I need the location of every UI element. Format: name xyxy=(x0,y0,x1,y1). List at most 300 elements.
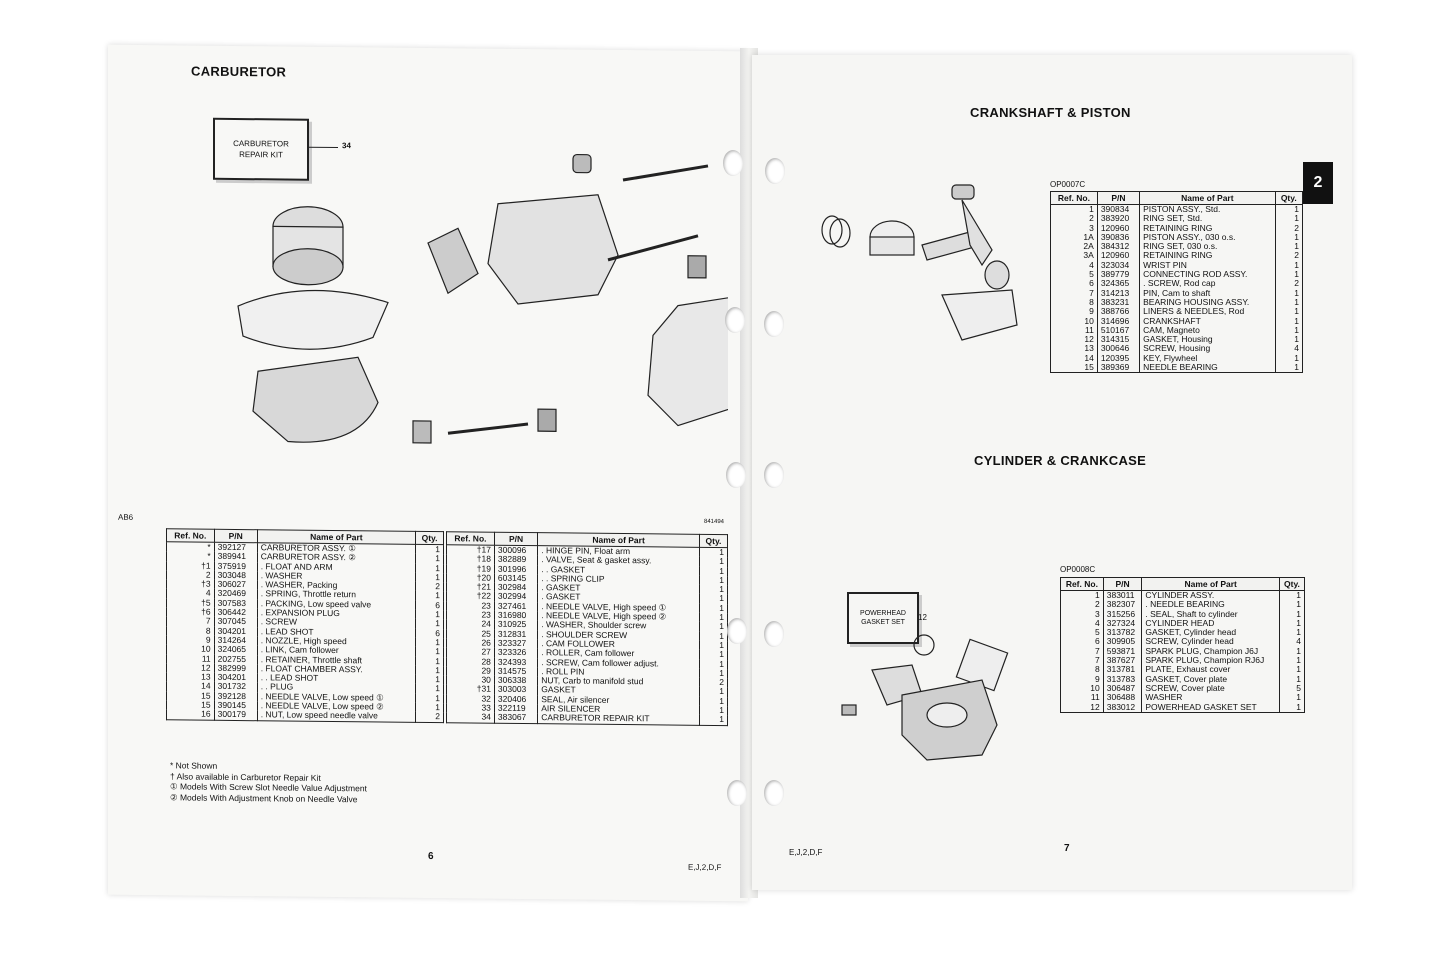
table-cell: * xyxy=(167,542,215,552)
table-row xyxy=(447,713,728,726)
table-cell: 5 xyxy=(1051,270,1098,279)
table-cell: 202755 xyxy=(214,654,257,664)
table-cell: 12 xyxy=(1061,703,1104,713)
table-cell: †22 xyxy=(447,592,495,602)
table-cell: GASKET, Housing xyxy=(1140,335,1275,344)
table-cell: . . PLUG xyxy=(257,683,415,694)
section-title-crankshaft: CRANKSHAFT & PISTON xyxy=(970,105,1131,120)
table-cell: GASKET, Cylinder head xyxy=(1142,628,1280,637)
table-cell: 5 xyxy=(1061,628,1104,637)
table-cell: 1 xyxy=(416,544,444,554)
table-cell: 323326 xyxy=(494,648,537,658)
table-cell: 1 xyxy=(699,557,727,567)
table-cell: NEEDLE BEARING xyxy=(1140,363,1275,373)
table-cell: 1 xyxy=(1275,298,1302,307)
table-cell: 1A xyxy=(1051,233,1098,242)
table-cell: . PACKING, Low speed valve xyxy=(257,599,415,610)
table-cell: . GASKET xyxy=(538,593,700,604)
table-cell: WRIST PIN xyxy=(1140,261,1275,270)
table-cell: 1 xyxy=(1275,335,1302,344)
table-cell: 1 xyxy=(416,619,444,629)
table-cell: 1 xyxy=(1275,326,1302,335)
table-cell: 306027 xyxy=(214,580,257,590)
table-cell: 1 xyxy=(699,715,727,725)
table-cell: 1 xyxy=(416,666,444,676)
table-cell: 323034 xyxy=(1097,261,1139,270)
table-cell: CYLINDER HEAD xyxy=(1142,619,1280,628)
table-cell: 4 xyxy=(1275,344,1302,353)
table-cell: 2 xyxy=(416,582,444,592)
table-cell: 383011 xyxy=(1103,591,1142,601)
table-cell: 2 xyxy=(167,570,215,580)
cylinder-parts-table xyxy=(1060,577,1305,713)
table-cell: . FLOAT CHAMBER ASSY. xyxy=(257,664,415,675)
table-cell: 1 xyxy=(1275,233,1302,242)
table-cell: GASKET xyxy=(538,686,700,697)
table-cell: 301732 xyxy=(214,682,257,692)
table-cell: 1 xyxy=(1051,205,1098,215)
table-cell: . FLOAT AND ARM xyxy=(257,562,415,573)
table-cell: 307045 xyxy=(214,617,257,627)
table-cell: 6 xyxy=(1051,279,1098,288)
table-cell: 13 xyxy=(167,672,215,682)
table-cell: 11 xyxy=(167,654,215,664)
footnote: † Also available in Carburetor Repair Kit xyxy=(170,770,321,783)
table-cell: 306442 xyxy=(214,608,257,618)
column-header: Ref. No. xyxy=(447,532,495,546)
table-cell: . SCREW xyxy=(257,618,415,629)
table-cell: . NOZZLE, High speed xyxy=(257,636,415,647)
column-header: Qty. xyxy=(1279,578,1304,591)
table-cell: 1 xyxy=(699,641,727,651)
table-cell: †18 xyxy=(447,554,495,564)
column-header: P/N xyxy=(1103,578,1142,591)
table-cell: 1 xyxy=(1279,665,1304,674)
table-cell: 1 xyxy=(416,591,444,601)
table-cell: PIN, Cam to shaft xyxy=(1140,289,1275,298)
table-row xyxy=(1051,363,1303,373)
carburetor-parts-table-right xyxy=(446,531,728,726)
footnote: ① Models With Screw Slot Needle Value Adjustment xyxy=(170,781,367,794)
footnotes xyxy=(170,760,367,804)
table-cell: 301996 xyxy=(494,564,537,574)
table-cell: †21 xyxy=(447,582,495,592)
table-cell: 1 xyxy=(1275,214,1302,223)
powerhead-kit-ref: 12 xyxy=(918,613,927,622)
carburetor-exploded-diagram xyxy=(198,101,728,467)
table-cell: . VALVE, Seat & gasket assy. xyxy=(538,555,700,566)
table-cell: 2 xyxy=(699,678,727,688)
table-cell: †31 xyxy=(447,685,495,695)
table-cell: 1 xyxy=(1275,363,1302,373)
table-cell: 1 xyxy=(1279,647,1304,656)
table-cell: 390834 xyxy=(1097,205,1139,215)
binder-hole xyxy=(723,150,743,176)
table-cell: 390145 xyxy=(214,701,257,711)
table-cell: NUT, Carb to manifold stud xyxy=(538,676,700,687)
cylinder-crankcase-diagram xyxy=(832,625,1022,775)
table-cell: 27 xyxy=(447,647,495,657)
table-cell: 1 xyxy=(416,656,444,666)
table-cell: 1 xyxy=(699,613,727,623)
table-cell: 323327 xyxy=(494,639,537,649)
table-cell: . EXPANSION PLUG xyxy=(257,608,415,619)
binder-hole xyxy=(727,780,747,806)
table-cell: . LINK, Cam follower xyxy=(257,645,415,656)
table-cell: 310925 xyxy=(494,620,537,630)
table-cell: 23 xyxy=(447,610,495,620)
section-tab: 2 xyxy=(1303,162,1333,204)
table-cell: 383231 xyxy=(1097,298,1139,307)
table-cell: 1 xyxy=(416,638,444,648)
table-cell: . ROLLER, Cam follower xyxy=(538,648,700,659)
table-cell: 1 xyxy=(699,547,727,557)
table-cell: 13 xyxy=(1051,344,1098,353)
diagram-number: 841494 xyxy=(704,518,725,526)
kit-ref-callout: 34 xyxy=(342,141,351,151)
table-cell: 304201 xyxy=(214,673,257,683)
table-cell: 327461 xyxy=(494,601,537,611)
diagram-code: AB6 xyxy=(118,512,134,522)
table-cell: . SCREW, Cam follower adjust. xyxy=(538,658,700,669)
table-cell: 3A xyxy=(1051,251,1098,260)
table-cell: 2 xyxy=(1051,214,1098,223)
table-cell: 30 xyxy=(447,675,495,685)
table-cell: . NEEDLE VALVE, Low speed ① xyxy=(257,692,415,703)
table-cell: 12 xyxy=(1051,335,1098,344)
table-cell: 8 xyxy=(1051,298,1098,307)
binder-hole xyxy=(725,307,745,333)
table-body xyxy=(1051,205,1303,373)
table-cell: 26 xyxy=(447,638,495,648)
table-cell: †5 xyxy=(167,598,215,608)
table-cell: SEAL, Air silencer xyxy=(538,695,700,706)
table-cell: 593871 xyxy=(1103,647,1142,656)
table-cell: 300179 xyxy=(214,710,257,720)
binder-hole xyxy=(764,780,784,806)
table-cell: 120960 xyxy=(1097,224,1139,233)
table-cell: . NEEDLE VALVE, Low speed ② xyxy=(257,701,415,712)
table-cell: 1 xyxy=(416,684,444,694)
table-cell: 302994 xyxy=(494,592,537,602)
table-cell: 34 xyxy=(447,713,495,723)
table-cell: 3 xyxy=(1061,610,1104,619)
table-cell: 313782 xyxy=(1103,628,1142,637)
table-cell: 307583 xyxy=(214,599,257,609)
table-cell: 6 xyxy=(416,629,444,639)
table-cell: 324065 xyxy=(214,645,257,655)
table-cell: 384312 xyxy=(1097,242,1139,251)
table-cell: 7 xyxy=(167,617,215,627)
table-cell: 1 xyxy=(416,703,444,713)
table-cell: AIR SILENCER xyxy=(538,704,700,715)
table-cell: 1 xyxy=(699,706,727,716)
table-cell: 1 xyxy=(1275,242,1302,251)
table-cell: RING SET, 030 o.s. xyxy=(1140,242,1275,251)
table-cell: 324393 xyxy=(494,657,537,667)
table-cell: 320406 xyxy=(494,694,537,704)
table-cell: 7 xyxy=(1051,289,1098,298)
column-header: Qty. xyxy=(699,534,727,547)
table-cell: 2 xyxy=(1275,224,1302,233)
table-body xyxy=(1061,591,1305,713)
table-cell: 23 xyxy=(447,601,495,611)
table-cell: 1 xyxy=(699,687,727,697)
table-cell: SPARK PLUG, Champion RJ6J xyxy=(1142,656,1280,665)
table-cell: SPARK PLUG, Champion J6J xyxy=(1142,647,1280,656)
table-row xyxy=(167,710,444,723)
table-cell: 12 xyxy=(167,663,215,673)
table-cell: 314264 xyxy=(214,636,257,646)
table-cell: 1 xyxy=(1279,628,1304,637)
table-cell: 15 xyxy=(167,691,215,701)
table-cell: 309905 xyxy=(1103,637,1142,646)
table-cell: †19 xyxy=(447,564,495,574)
table-cell: 1 xyxy=(416,610,444,620)
table-cell: 2A xyxy=(1051,242,1098,251)
table-cell: 11 xyxy=(1061,693,1104,702)
binder-hole xyxy=(764,311,784,337)
page-title-carburetor: CARBURETOR xyxy=(191,63,287,80)
table-cell: 9 xyxy=(1061,675,1104,684)
table-cell: 314315 xyxy=(1097,335,1139,344)
table-cell: 1 xyxy=(416,675,444,685)
table-cell: 1 xyxy=(1279,675,1304,684)
table-cell: CONNECTING ROD ASSY. xyxy=(1140,270,1275,279)
table-cell: 120395 xyxy=(1097,354,1139,363)
table-cell: 389941 xyxy=(214,552,257,562)
table-cell: 1 xyxy=(416,694,444,704)
column-header: Name of Part xyxy=(1142,578,1280,591)
table-cell: 4 xyxy=(1051,261,1098,270)
carburetor-parts-table-left xyxy=(166,528,444,723)
table-cell: 1 xyxy=(1275,205,1302,215)
table-cell: 29 xyxy=(447,666,495,676)
table-cell: . GASKET xyxy=(538,583,700,594)
table-cell: . SEAL, Shaft to cylinder xyxy=(1142,610,1280,619)
table-cell: 1 xyxy=(1279,610,1304,619)
column-header: P/N xyxy=(1097,192,1139,205)
table-cell: 4 xyxy=(1061,619,1104,628)
table-cell: . . GASKET xyxy=(538,565,700,576)
table-cell: 1 xyxy=(416,647,444,657)
table-cell: 1 xyxy=(699,622,727,632)
table-cell: . NEEDLE VALVE, High speed ② xyxy=(538,611,700,622)
column-header: P/N xyxy=(214,529,257,542)
table-cell: CRANKSHAFT xyxy=(1140,317,1275,326)
table-cell: 7 xyxy=(1061,647,1104,656)
table-cell: . SHOULDER SCREW xyxy=(538,630,700,641)
table-cell: 7 xyxy=(1061,656,1104,665)
table-cell: . NUT, Low speed needle valve xyxy=(257,711,415,722)
table-cell: 11 xyxy=(1051,326,1098,335)
table-cell: 10 xyxy=(167,645,215,655)
table-cell: 1 xyxy=(1279,693,1304,702)
table-cell: 1 xyxy=(699,659,727,669)
table-cell: CYLINDER ASSY. xyxy=(1142,591,1280,601)
table-cell: 1 xyxy=(1279,619,1304,628)
table-cell: WASHER xyxy=(1142,693,1280,702)
table-cell: 9 xyxy=(1051,307,1098,316)
table-cell: †17 xyxy=(447,545,495,555)
table-cell: 1 xyxy=(699,566,727,576)
column-header: Name of Part xyxy=(538,533,700,548)
table-cell: 1 xyxy=(1275,307,1302,316)
table-cell: 1 xyxy=(699,697,727,707)
table-cell: 322119 xyxy=(494,704,537,714)
table-cell: CARBURETOR REPAIR KIT xyxy=(538,713,700,724)
table-cell: . . SPRING CLIP xyxy=(538,574,700,585)
right-page xyxy=(752,55,1352,890)
table-cell: 1 xyxy=(699,585,727,595)
table-cell: . ROLL PIN xyxy=(538,667,700,678)
column-header: Ref. No. xyxy=(1051,192,1098,205)
table-cell: 302984 xyxy=(494,583,537,593)
table-cell: . NEEDLE VALVE, High speed ① xyxy=(538,602,700,613)
table-cell: 10 xyxy=(1061,684,1104,693)
table-cell: RING SET, Std. xyxy=(1140,214,1275,223)
column-header: Name of Part xyxy=(257,530,415,545)
table-cell: PLATE, Exhaust cover xyxy=(1142,665,1280,674)
table-cell: 382307 xyxy=(1103,600,1142,609)
table-cell: 120960 xyxy=(1097,251,1139,260)
footer-code-right: E,J,2,D,F xyxy=(789,848,823,857)
kit-label: CARBURETOR REPAIR KIT xyxy=(233,138,289,160)
binder-hole xyxy=(727,618,747,644)
table-cell: . . LEAD SHOT xyxy=(257,673,415,684)
binder-hole xyxy=(764,621,784,647)
table-cell: 306487 xyxy=(1103,684,1142,693)
table-cell: 10 xyxy=(1051,317,1098,326)
table-header-row xyxy=(1051,192,1303,205)
footnote: * Not Shown xyxy=(170,760,218,771)
powerhead-kit-label: POWERHEAD GASKET SET xyxy=(860,610,906,626)
table-cell: . CAM FOLLOWER xyxy=(538,639,700,650)
page-number-left: 6 xyxy=(428,851,434,863)
binder-hole xyxy=(764,462,784,488)
table2-code: OP0008C xyxy=(1060,565,1096,574)
column-header: Qty. xyxy=(416,531,444,544)
table-cell: SCREW, Cylinder head xyxy=(1142,637,1280,646)
table-cell: 14 xyxy=(167,682,215,692)
table-cell: 1 xyxy=(1275,317,1302,326)
table-cell: 1 xyxy=(1275,289,1302,298)
table-header-row xyxy=(1061,578,1305,591)
table-body xyxy=(447,545,728,726)
table-row xyxy=(1061,703,1305,713)
table-cell: 315256 xyxy=(1103,610,1142,619)
table-cell: 1 xyxy=(1061,591,1104,601)
table-cell: 1 xyxy=(416,554,444,564)
table-cell: 4 xyxy=(167,589,215,599)
table-cell: . SCREW, Rod cap xyxy=(1140,279,1275,288)
table-cell: 16 xyxy=(167,710,215,720)
table-cell: 2 xyxy=(1061,600,1104,609)
table-cell: 389779 xyxy=(1097,270,1139,279)
table-cell: 1 xyxy=(1279,656,1304,665)
table-cell: KEY, Flywheel xyxy=(1140,354,1275,363)
section-title-cylinder: CYLINDER & CRANKCASE xyxy=(974,453,1147,468)
table-cell: 1 xyxy=(416,573,444,583)
table-cell: 6 xyxy=(416,601,444,611)
table-cell: 603145 xyxy=(494,574,537,584)
table-cell: 314696 xyxy=(1097,317,1139,326)
table-cell: 1 xyxy=(416,563,444,573)
column-header: Qty. xyxy=(1275,192,1302,205)
table-cell: RETAINING RING xyxy=(1140,224,1275,233)
table-cell: 327324 xyxy=(1103,619,1142,628)
table-cell: BEARING HOUSING ASSY. xyxy=(1140,298,1275,307)
table-cell: CAM, Magneto xyxy=(1140,326,1275,335)
table-cell: SCREW, Cover plate xyxy=(1142,684,1280,693)
table-cell: . NEEDLE BEARING xyxy=(1142,600,1280,609)
table-cell: 25 xyxy=(447,629,495,639)
column-header: Name of Part xyxy=(1140,192,1275,205)
table-cell: 303003 xyxy=(494,685,537,695)
table-cell: 306488 xyxy=(1103,693,1142,702)
table-cell: * xyxy=(167,552,215,562)
table-cell: 1 xyxy=(699,576,727,586)
table-cell: 1 xyxy=(699,669,727,679)
table-cell: 382999 xyxy=(214,664,257,674)
column-header: Ref. No. xyxy=(1061,578,1104,591)
table-cell: . WASHER xyxy=(257,571,415,582)
table-cell: 1 xyxy=(1279,600,1304,609)
table-cell: PISTON ASSY., Std. xyxy=(1140,205,1275,215)
table-cell: 313781 xyxy=(1103,665,1142,674)
table-cell: 324365 xyxy=(1097,279,1139,288)
table-cell: 312831 xyxy=(494,629,537,639)
table-cell: †6 xyxy=(167,607,215,617)
table-cell: 1 xyxy=(1275,270,1302,279)
table-cell: 28 xyxy=(447,657,495,667)
table-cell: PISTON ASSY., 030 o.s. xyxy=(1140,233,1275,242)
table-cell: 8 xyxy=(167,626,215,636)
crankshaft-piston-diagram xyxy=(812,175,1042,385)
table-cell: 2 xyxy=(1275,279,1302,288)
table-cell: 15 xyxy=(167,700,215,710)
table-cell: 2 xyxy=(1275,251,1302,260)
table-cell: RETAINING RING xyxy=(1140,251,1275,260)
table-cell: 5 xyxy=(1279,684,1304,693)
table-cell: 314575 xyxy=(494,667,537,677)
table-cell: 1 xyxy=(699,594,727,604)
table-cell: 6 xyxy=(1061,637,1104,646)
table-cell: 313783 xyxy=(1103,675,1142,684)
table-cell: 316980 xyxy=(494,611,537,621)
table-cell: 320469 xyxy=(214,589,257,599)
left-page xyxy=(108,45,748,902)
table-cell: 303048 xyxy=(214,571,257,581)
table-cell: 300646 xyxy=(1097,344,1139,353)
footnote: ② Models With Adjustment Knob on Needle Valve xyxy=(170,791,358,804)
binder-hole xyxy=(765,158,785,184)
table-cell: 510167 xyxy=(1097,326,1139,335)
table-cell: 1 xyxy=(1275,354,1302,363)
footer-code-left: E,J,2,D,F xyxy=(688,862,722,873)
table-cell: 314213 xyxy=(1097,289,1139,298)
table-cell: 300096 xyxy=(494,545,537,555)
table-cell: 15 xyxy=(1051,363,1098,373)
page-number-right: 7 xyxy=(1064,843,1070,854)
table-cell: 387627 xyxy=(1103,656,1142,665)
table-cell: . LEAD SHOT xyxy=(257,627,415,638)
table-cell: 390836 xyxy=(1097,233,1139,242)
table-cell: GASKET, Cover plate xyxy=(1142,675,1280,684)
table-body xyxy=(167,542,444,723)
table-cell: . WASHER, Packing xyxy=(257,580,415,591)
table-cell: 8 xyxy=(1061,665,1104,674)
